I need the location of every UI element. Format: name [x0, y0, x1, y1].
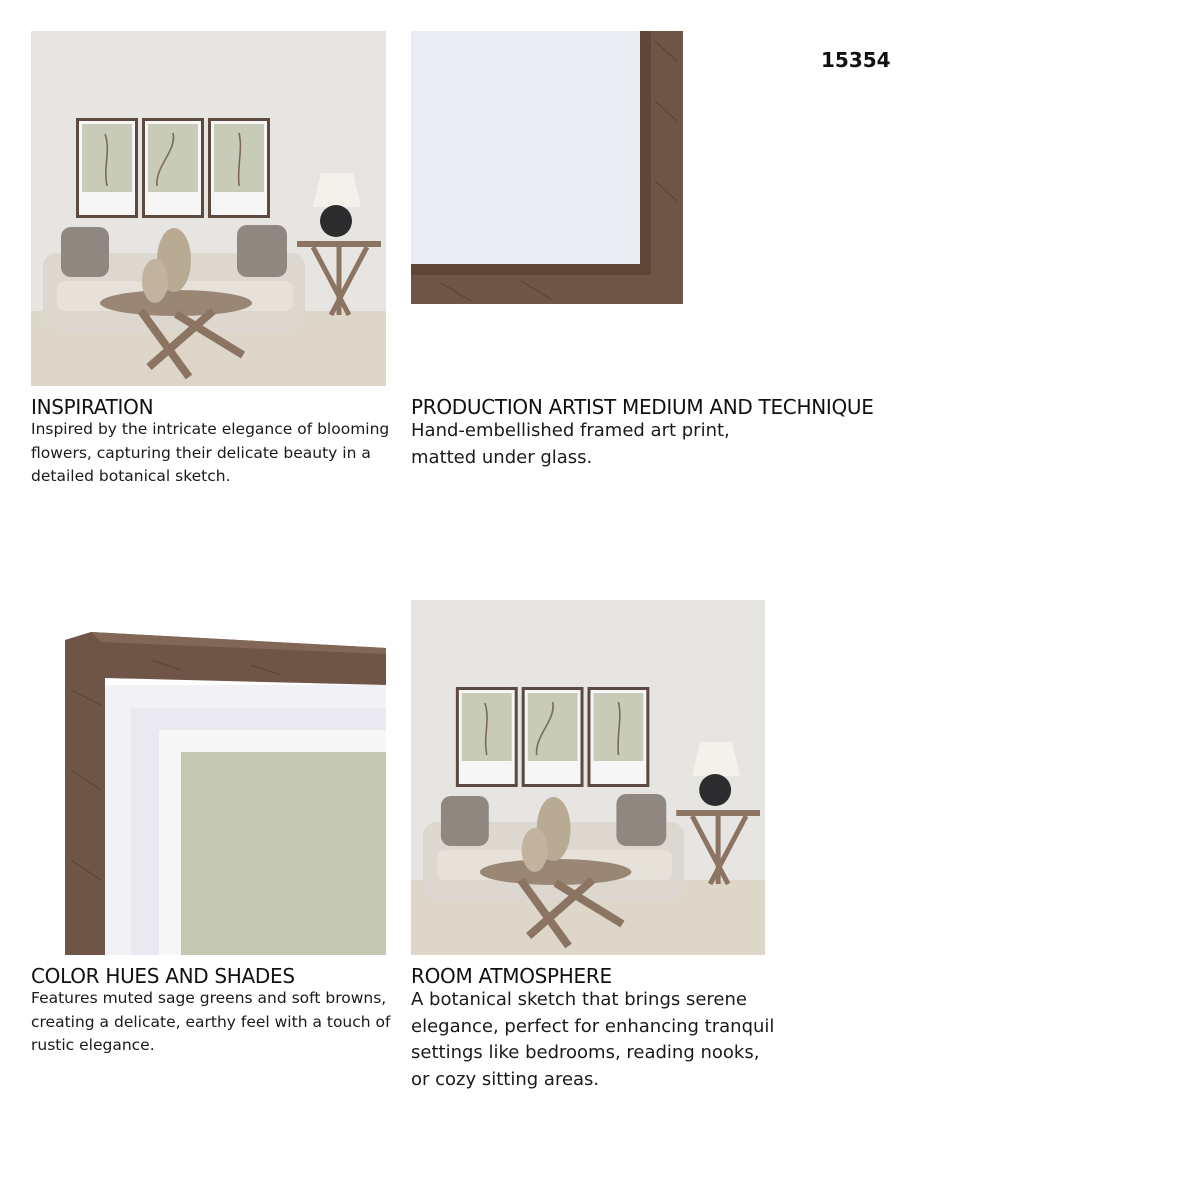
production-heading: PRODUCTION ARTIST MEDIUM AND TECHNIQUE — [411, 395, 874, 419]
inspiration-text — [31, 418, 389, 489]
inspiration-line: Inspired by the intricate elegance of blooming — [31, 420, 390, 438]
color-line: creating a delicate, earthy feel with a touch of — [31, 1012, 391, 1031]
production-line: Hand-embellished framed art print, — [411, 420, 730, 441]
room-line: elegance, perfect for enhancing tranquil — [411, 1015, 775, 1037]
product-code: 15354 — [821, 48, 891, 72]
room-line: settings like bedrooms, reading nooks, — [411, 1042, 760, 1063]
room-heading: ROOM ATMOSPHERE — [411, 964, 612, 988]
room-scene-image — [31, 31, 386, 386]
production-text — [411, 418, 730, 471]
room-scene-drawing-2 — [411, 600, 765, 955]
room-line: or cozy sitting areas. — [411, 1068, 600, 1090]
room-scene-image-2 — [411, 600, 765, 955]
frame-detail-image — [31, 630, 386, 955]
inspiration-line: flowers, capturing their delicate beauty in a — [31, 443, 371, 462]
room-scene-drawing — [31, 31, 386, 386]
color-line: rustic elegance. — [31, 1036, 155, 1054]
production-line: matted under glass. — [411, 446, 593, 468]
frame-corner-drawing — [411, 31, 683, 304]
inspiration-line: detailed botanical sketch. — [31, 467, 231, 485]
inspiration-heading: INSPIRATION — [31, 395, 154, 419]
room-line: A botanical sketch that brings serene — [411, 989, 747, 1010]
color-heading: COLOR HUES AND SHADES — [31, 964, 295, 988]
frame-corner-image — [411, 31, 683, 304]
color-line: Features muted sage greens and soft browns, — [31, 989, 387, 1007]
framed-print-triptych — [76, 118, 270, 218]
room-text — [411, 987, 774, 1093]
frame-detail-drawing — [31, 630, 386, 955]
color-text — [31, 987, 390, 1058]
